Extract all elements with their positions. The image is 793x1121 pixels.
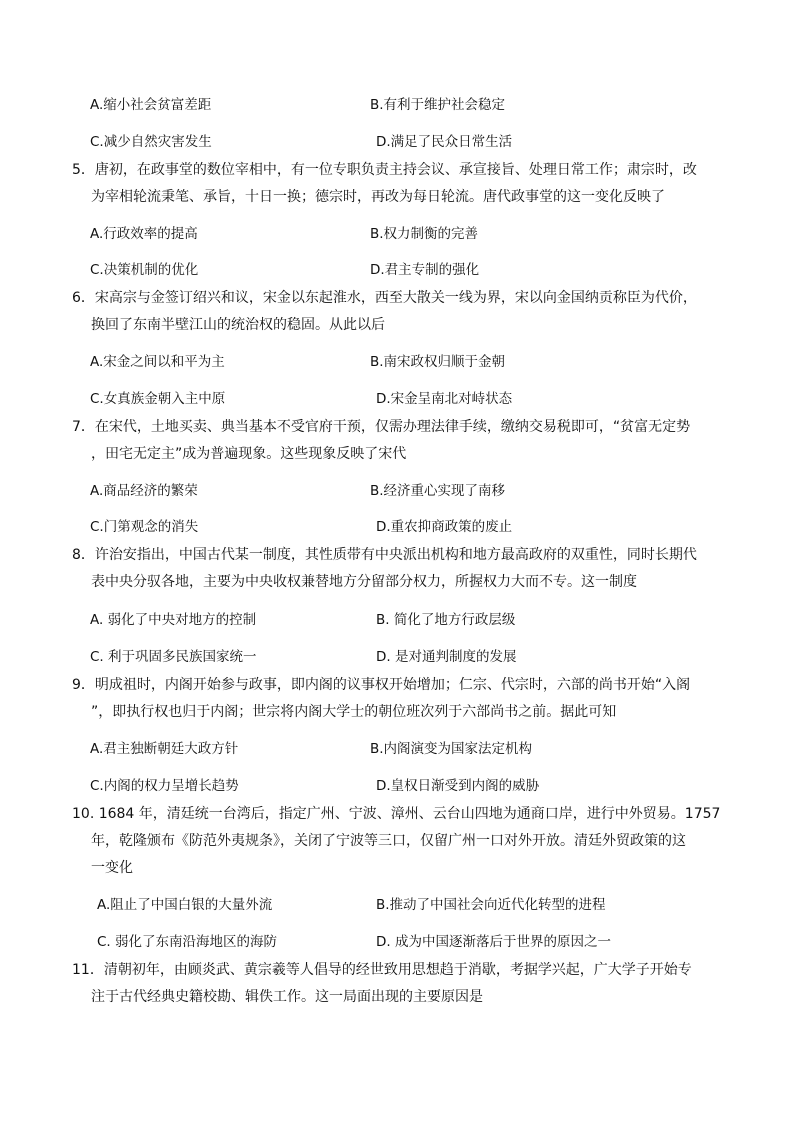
q11-stem-line-2: 注于古代经典史籍校勘、辑佚工作。这一局面出现的主要原因是 xyxy=(91,989,483,1005)
q6-option-c: C.女真族金朝入主中原 xyxy=(90,391,226,407)
q10-stem-line-1: 10. 1684 年，清廷统一台湾后，指定广州、宁波、漳州、云台山四地为通商口岸，进行中外贸易。1757 xyxy=(72,806,721,822)
q10-option-a: A.阻止了中国白银的大量外流 xyxy=(97,897,273,913)
q7-option-c: C.门第观念的消失 xyxy=(90,519,199,535)
q6-option-b: B.南宋政权归顺于金朝 xyxy=(370,354,506,370)
q8-option-a: A. 弱化了中央对地方的控制 xyxy=(90,612,257,628)
q7-option-b: B.经济重心实现了南移 xyxy=(370,483,506,499)
q11-stem-line-1: 11．清朝初年，由顾炎武、黄宗羲等人倡导的经世致用思想趋于消歇，考据学兴起，广大学子开始专 xyxy=(72,962,692,978)
q6-option-d: D.宋金呈南北对峙状态 xyxy=(376,391,513,407)
q5-option-a: A.行政效率的提高 xyxy=(90,226,198,242)
q4-option-d: D.满足了民众日常生活 xyxy=(376,134,513,150)
q5-stem-line-1: 5．唐初，在政事堂的数位宰相中，有一位专职负责主持会议、承宣接旨、处理日常工作；肃宗时，改 xyxy=(72,162,697,178)
q10-option-c: C. 弱化了东南沿海地区的海防 xyxy=(97,934,278,950)
q6-stem-line-1: 6．宋高宗与金签订绍兴和议，宋金以东起淮水，西至大散关一线为界，宋以向金国纳贡称臣为代价， xyxy=(72,290,697,306)
q8-stem-line-1: 8．许治安指出，中国古代某一制度，其性质带有中央派出机构和地方最高政府的双重性，同时长期代 xyxy=(72,547,697,563)
q5-option-b: B.权力制衡的完善 xyxy=(370,226,479,242)
q9-option-c: C.内阁的权力呈增长趋势 xyxy=(90,778,239,794)
q7-stem-line-2: ，田宅无定主”成为普遍现象。这些现象反映了宋代 xyxy=(91,446,407,462)
q7-option-d: D.重农抑商政策的废止 xyxy=(376,519,513,535)
q6-option-a: A.宋金之间以和平为主 xyxy=(90,354,225,370)
q4-option-c: C.减少自然灾害发生 xyxy=(90,134,212,150)
q4-option-a: A.缩小社会贫富差距 xyxy=(90,97,212,113)
q10-stem-line-3: 一变化 xyxy=(91,860,133,876)
q10-option-d: D. 成为中国逐渐落后于世界的原因之一 xyxy=(376,934,611,950)
q9-option-b: B.内阁演变为国家法定机构 xyxy=(370,741,533,757)
q5-option-d: D.君主专制的强化 xyxy=(370,262,480,278)
q9-option-a: A.君主独断朝廷大政方针 xyxy=(90,741,239,757)
q10-option-b: B.推动了中国社会向近代化转型的进程 xyxy=(376,897,606,913)
q10-stem-line-2: 年，乾隆颁布《防范外夷规条》，关闭了宁波等三口，仅留广州一口对外开放。清廷外贸政策的这 xyxy=(91,833,686,849)
q8-option-b: B. 简化了地方行政层级 xyxy=(376,612,516,628)
q8-option-d: D. 是对通判制度的发展 xyxy=(376,649,517,665)
q5-option-c: C.决策机制的优化 xyxy=(90,262,199,278)
q6-stem-line-2: 换回了东南半壁江山的统治权的稳固。从此以后 xyxy=(91,317,385,333)
q8-stem-line-2: 表中央分驭各地，主要为中央收权兼替地方分留部分权力，所握权力大而不专。这一制度 xyxy=(91,574,637,590)
q7-stem-line-1: 7．在宋代，土地买卖、典当基本不受官府干预，仅需办理法律手续，缴纳交易税即可，“贫富无定势 xyxy=(72,419,691,435)
q8-option-c: C. 利于巩固多民族国家统一 xyxy=(90,649,257,665)
q5-stem-line-2: 为宰相轮流秉笔、承旨，十日一换；德宗时，再改为每日轮流。唐代政事堂的这一变化反映了 xyxy=(91,189,665,205)
q9-stem-line-2: ”，即执行权也归于内阁；世宗将内阁大学士的朝位班次列于六部尚书之前。据此可知 xyxy=(91,704,617,720)
q7-option-a: A.商品经济的繁荣 xyxy=(90,483,198,499)
q9-option-d: D.皇权日渐受到内阁的威胁 xyxy=(376,778,540,794)
q9-stem-line-1: 9．明成祖时，内阁开始参与政事，即内阁的议事权开始增加；仁宗、代宗时，六部的尚书开始“入阁 xyxy=(72,677,691,693)
q4-option-b: B.有利于维护社会稳定 xyxy=(370,97,506,113)
